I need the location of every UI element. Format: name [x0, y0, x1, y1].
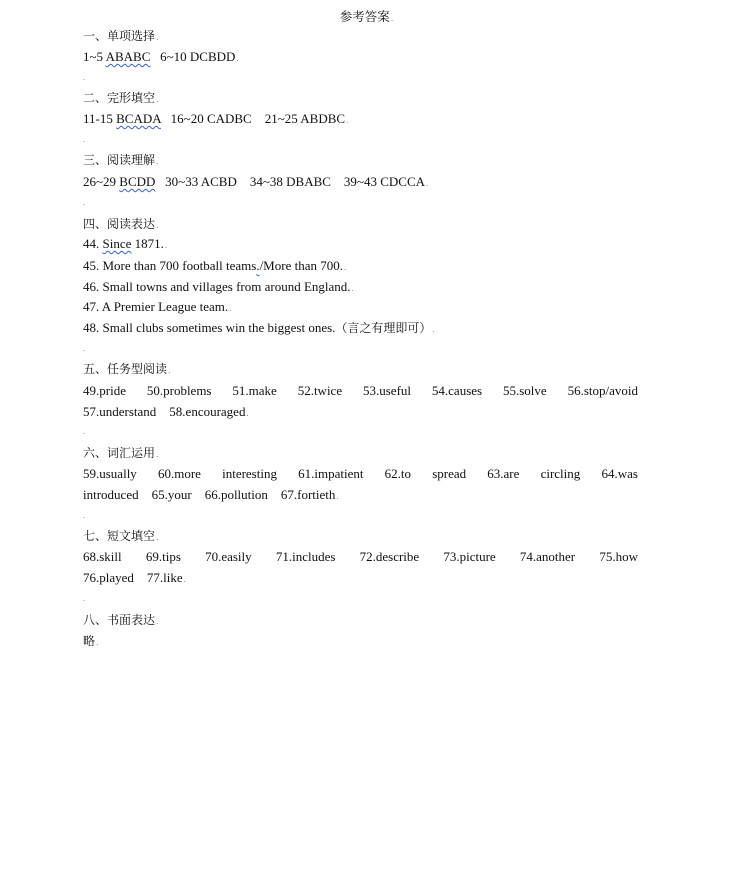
- answer-q46: 46. Small towns and villages from around England..: [83, 279, 354, 294]
- page-title: 参考答案.: [339, 9, 394, 24]
- section-heading-cloze: 二、完形填空.: [83, 91, 159, 105]
- empty-paragraph: .: [83, 135, 85, 144]
- answer-row-task-reading-1: 49.pride 50.problems 51.make 52.twice 53.useful 54.causes 55.solve 56.stop/avoid: [83, 383, 638, 398]
- section-heading-writing: 八、书面表达.: [83, 613, 159, 627]
- section-heading-reading-expression: 四、阅读表达.: [83, 217, 159, 231]
- section-heading-task-reading: 五、任务型阅读.: [83, 362, 171, 376]
- answer-row-passage-fill-2: 76.played 77.like.: [83, 570, 186, 585]
- answer-q47: 47. A Premier League team..: [83, 299, 232, 314]
- answer-row-vocabulary-2: introduced 65.your 66.pollution 67.fortieth.: [83, 487, 339, 502]
- section-heading-single-choice: 一、单项选择.: [83, 29, 159, 43]
- answer-line-cloze: 11-15 BCADA 16~20 CADBC 21~25 ABDBC.: [83, 111, 349, 126]
- answer-row-passage-fill-1: 68.skill 69.tips 70.easily 71.includes 72.describe 73.picture 74.another 75.how: [83, 549, 638, 564]
- empty-paragraph: .: [83, 594, 85, 603]
- answer-q48: 48. Small clubs sometimes win the biggest ones.（言之有理即可）.: [83, 320, 435, 335]
- empty-paragraph: .: [83, 344, 85, 353]
- answer-writing: 略.: [83, 634, 99, 648]
- answer-q44: 44. Since 1871..: [83, 236, 167, 251]
- section-heading-vocabulary: 六、词汇运用.: [83, 446, 159, 460]
- answer-row-task-reading-2: 57.understand 58.encouraged.: [83, 404, 249, 419]
- empty-paragraph: .: [83, 198, 85, 207]
- section-heading-reading: 三、阅读理解.: [83, 153, 159, 167]
- section-heading-passage-fill: 七、短文填空.: [83, 529, 159, 543]
- empty-paragraph: .: [83, 73, 85, 82]
- empty-paragraph: .: [83, 511, 85, 520]
- answer-q45: 45. More than 700 football teams./More than 700..: [83, 258, 346, 273]
- answer-row-vocabulary-1: 59.usually 60.more interesting 61.impatient 62.to spread 63.are circling 64.was: [83, 466, 638, 481]
- answer-line-reading: 26~29 BCDD 30~33 ACBD 34~38 DBABC 39~43 CDCCA.: [83, 174, 429, 189]
- answer-line-single-choice: 1~5 ABABC 6~10 DCBDD.: [83, 49, 239, 64]
- empty-paragraph: .: [83, 427, 85, 436]
